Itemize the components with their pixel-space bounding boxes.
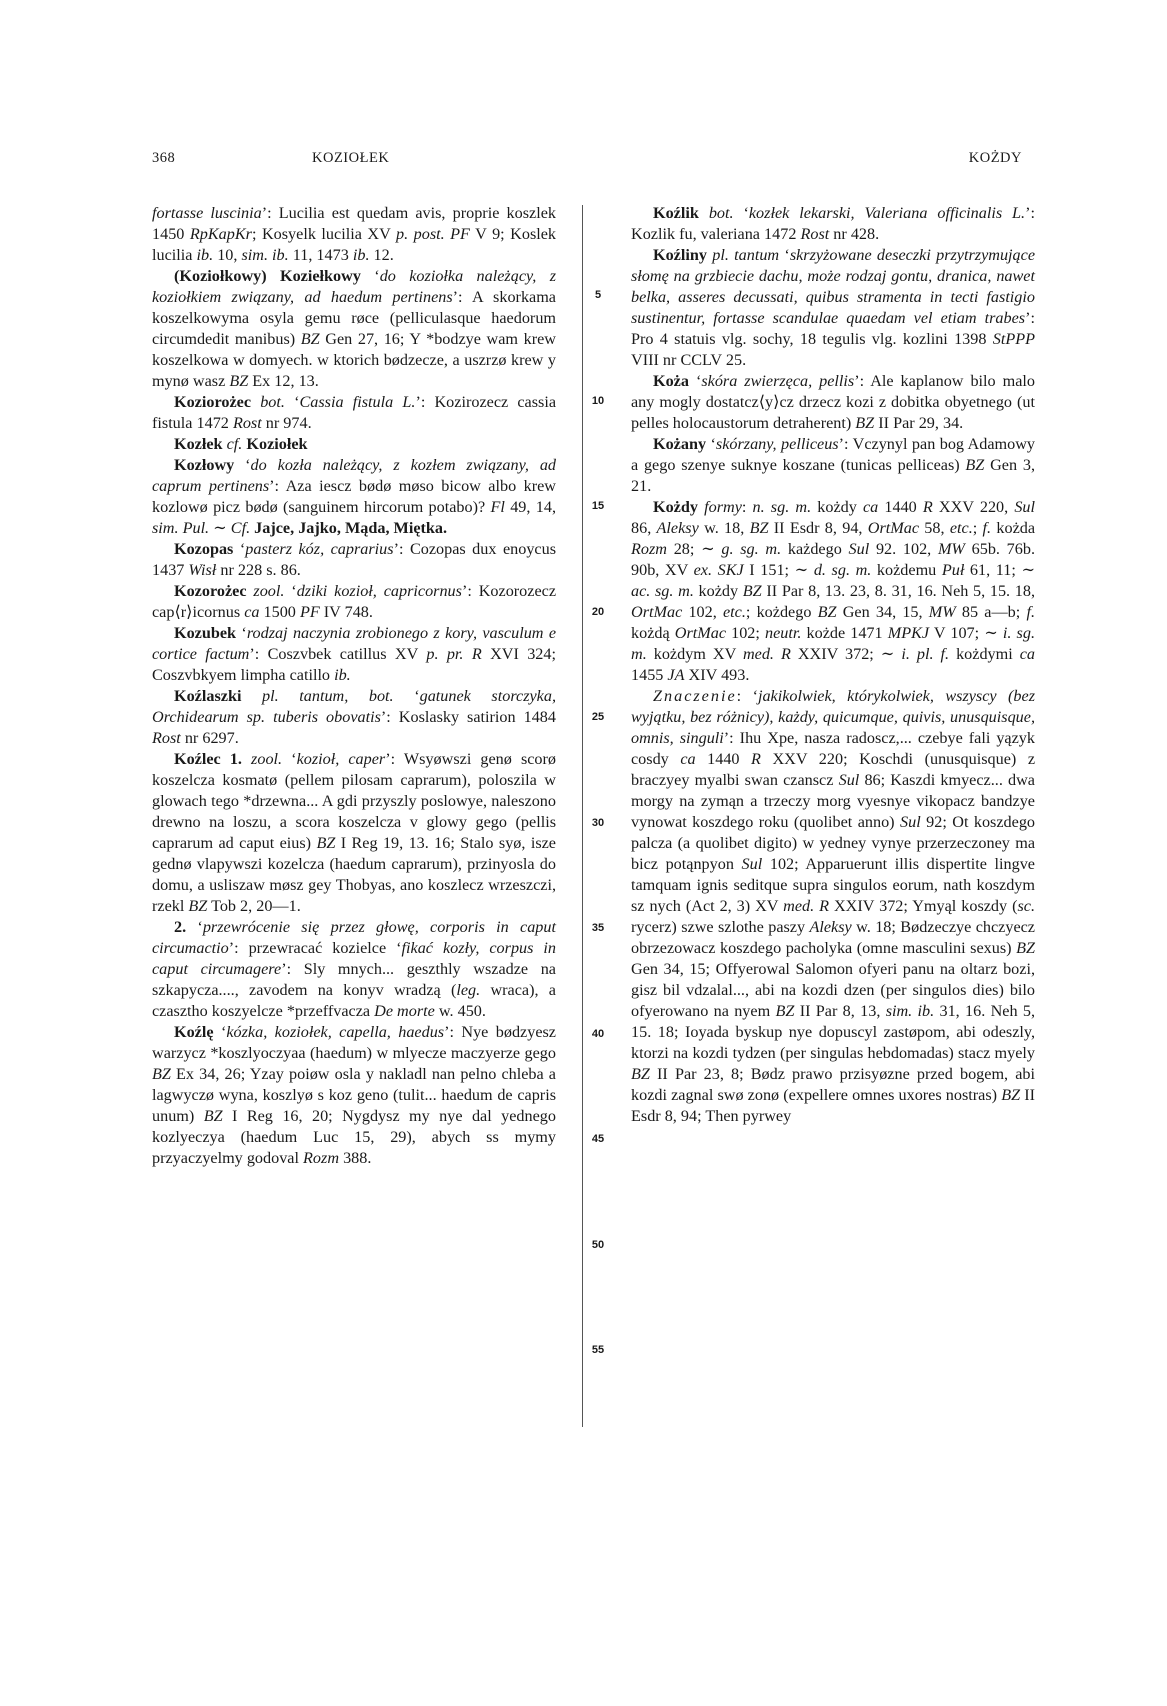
left-entry: 2. ‘przewrócenie się przez głowę, corporis in caput circumactio’: przewracać kozielce ‘fikać kozły, corpus in caput circumagere’: Sly mnych... geszthly wszadze na szkapycza...., zavodem na konyv wradzą (leg. wraca), a czasztho koszyelcze *przeffvacza De morte w. 450. <box>152 918 556 1020</box>
left-entry: Kozubek ‘rodzaj naczynia zrobionego z kory, vasculum e cortice factum’: Coszvbek catillus XV p. pr. R XVI 324; Coszvbkyem limpha catillo ib. <box>152 624 557 684</box>
left-entry: (Koziołkowy) Koziełkowy ‘do koziołka należący, z koziołkiem związany, ad haedum pertinens’: A skorkama koszelkowyma osyla gemu røce (pelliculasque haedorum circumdedit manibus) BZ Gen 27, 16; Y *bodzye wam krew koszelkowa w domyech. w ktorich bødzecze, a uszrzø krew y mynø wasz BZ Ex 12, 13. <box>152 267 557 390</box>
left-entry: Kozorożec zool. ‘dziki kozioł, capricornus’: Kozorozecz cap⟨r⟩icornus ca 1500 PF IV 748. <box>152 582 557 621</box>
line-number: 50 <box>591 1238 605 1251</box>
line-number: 55 <box>591 1344 605 1356</box>
page-header <box>152 150 1022 172</box>
left-entry: Kozłowy ‘do kozła należący, z kozłem związany, ad caprum pertinens’: Aza iescz bødø møso bicow albo krew kozlowø picz bødø (sanguinem hircorum potabo)? Fl 49, 14, sim. Pul. ∼ Cf. Jajce, Jajko, Mąda, Miętka. <box>152 456 557 537</box>
right-entry: Koźliny pl. tantum ‘skrzyżowane deseczki przytrzymujące słomę na grzbiecie dachu, może rodzaj gontu, dranica, nawet belka, asseres decussati, quibus stramenta in tecti fastigio sustinentur, fortasse scandulae quaedam vel etiam trabes’: Pro 4 statuis vlg. sochy, 18 tegulis vlg. kozlini 1398 StPPP VIII nr CCLV 25. <box>631 246 1036 369</box>
right-entry: Kożany ‘skórzany, pelliceus’: Vczynyl pan bog Adamowy a gego szenye suknye koszane (tunicas pelliceas) BZ Gen 3, 21. <box>631 435 1035 495</box>
left-entry: Koźlec 1. zool. ‘kozioł, caper’: Wsyøwszi genø scorø koszelcza kosmatø (pellem pilosam caprarum), poloszila w glowach tego *drzewna... A gdi przyszly poslowye, naleszono drewno na loszu, a scora koszelcza v glowy gego (pellis caprarum ad caput eius) BZ I Reg 19, 13. 16; Stalo syø, isze gednø vlapywszi kozelcza (haedum caprarum), przinyosla do domu, a usliszaw møsz gey Thobyas, ano koszlecz wrzeszczi, rzekl BZ Tob 2, 20—1. <box>152 750 557 915</box>
line-number: 40 <box>591 1027 605 1040</box>
left-entry: Kozłek cf. Koziołek <box>174 435 308 453</box>
line-number: 35 <box>591 922 605 934</box>
running-head-left: KOZIOŁEK <box>312 150 390 166</box>
line-number: 45 <box>591 1133 605 1145</box>
left-entry: Koźlaszki pl. tantum, bot. ‘gatunek storczyka, Orchidearum sp. tuberis obovatis’: Koslasky satirion 1484 Rost nr 6297. <box>152 687 557 747</box>
left-entry: Kozopas ‘pasterz kóz, caprarius’: Cozopas dux enoycus 1437 Wisł nr 228 s. 86. <box>152 540 556 579</box>
line-number: 10 <box>591 394 605 407</box>
right-entry: Koźlik bot. ‘kozłek lekarski, Valeriana officinalis L.’: Kozlik fu, valeriana 1472 Rost nr 428. <box>631 204 1035 243</box>
right-entry: Koża ‘skóra zwierzęca, pellis’: Ale kaplanow bilo malo any mogly dostatcz⟨y⟩cz drzecz kozi z dobitka obyetnego (ut pelles holocaustorum detraherent) BZ II Par 29, 34. <box>631 372 1035 432</box>
page-number: 368 <box>152 150 176 166</box>
column-divider <box>582 205 583 1427</box>
line-number: 25 <box>591 711 605 723</box>
line-number: 15 <box>591 500 605 512</box>
left-column <box>152 203 556 1169</box>
left-entry: Koziorożec bot. ‘Cassia fistula L.’: Kozirozecz cassia fistula 1472 Rost nr 974. <box>152 393 557 432</box>
right-column <box>631 203 1035 1127</box>
running-head-right: KOŻDY <box>968 150 1022 166</box>
right-entry: Znaczenie: ‘jakikolwiek, którykolwiek, wszyscy (bez wyjątku, bez różnicy), każdy, quicumque, quivis, unusquisque, omnis, singuli’: Ihu Xpe, nasza radoscz,... czebye fali yązyk cosdy ca 1440 R XXV 220; Koschdi (unusquisque) z braczyey myalbi swan czanscz Sul 86; Kaszdi kmyecz... dwa morgy na zymąn a trzeczy morg vyesnye vikopacz bandzye vynowat koszdego roku (quolibet anno) Sul 92; Ot koszdego palcza (a quolibet digito) w yedney vynye przerzeczoney ma bicz potąnpyon Sul 102; Apparuerunt illis dispertite lingve tamquam ignis seditque supra singulos eorum, nath koszdym sz nych (Act 2, 3) XV med. R XXIV 372; Ymyąl koszdy (sc. rycerz) szwe szlothe paszy Aleksy w. 18; Bødzeczye chczyecz obrzezowacz koszdego pacholyka (omne masculini sexus) BZ Gen 34, 15; Offyerowal Salomon ofyeri panu na oltarz bozi, gisz bil vdzalal..., abi na kozdi dzen (per singulos dies) bilo ofyerowano na nyem BZ II Par 8, 13, sim. ib. 31, 16. Neh 5, 15. 18; Ioyada byskup nye dopuscyl zastøpom, abi odeszly, ktorzi na kozdi tydzen (per singulas hebdomadas) stacz myely BZ II Par 23, 8; Bødz prawo przisyøzne przed bogem, abi kozdi zagnal swø zonø (expellere omnes uxores nostras) BZ II Esdr 8, 94; Then pyrwey <box>631 687 1036 1125</box>
line-number: 5 <box>594 289 602 301</box>
line-number: 20 <box>591 605 605 618</box>
line-number: 30 <box>591 816 605 829</box>
right-entry: Kożdy formy: n. sg. m. kożdy ca 1440 R XXV 220, Sul 86, Aleksy w. 18, BZ II Esdr 8, 94, OrtMac 58, etc.; f. kożda Rozm 28; ∼ g. sg. m. każdego Sul 92. 102, MW 65b. 76b. 90b, XV ex. SKJ I 151; ∼ d. sg. m. kożdemu Puł 61, 11; ∼ ac. sg. m. kożdy BZ II Par 8, 13. 23, 8. 31, 16. Neh 5, 15. 18, OrtMac 102, etc.; kożdego BZ Gen 34, 15, MW 85 a—b; f. kożdą OrtMac 102; neutr. kożde 1471 MPKJ V 107; ∼ i. sg. m. kożdym XV med. R XXIV 372; ∼ i. pl. f. kożdymi ca 1455 JA XIV 493. <box>631 498 1036 684</box>
left-entry: fortasse luscinia’: Lucilia est quedam avis, proprie koszlek 1450 RpKapKr; Kosyelk lucilia XV p. post. PF V 9; Koslek lucilia ib. 10, sim. ib. 11, 1473 ib. 12. <box>152 204 557 264</box>
left-entry: Koźlę ‘kózka, koziołek, capella, haedus’: Nye bødzyesz warzycz *koszlyoczyaa (haedum) w mlyecze maczyerze gego BZ Ex 34, 26; Yzay poiøw osla y nakladl nan pelno chleba a lagwyczø wyna, koszlyø s koz geno (tulit... haedum de capris unum) BZ I Reg 16, 20; Nygdysz my nye dal yednego kozlyeczya (haedum Luc 15, 29), abych ss mymy przyaczyelmy godoval Rozm 388. <box>152 1023 556 1167</box>
